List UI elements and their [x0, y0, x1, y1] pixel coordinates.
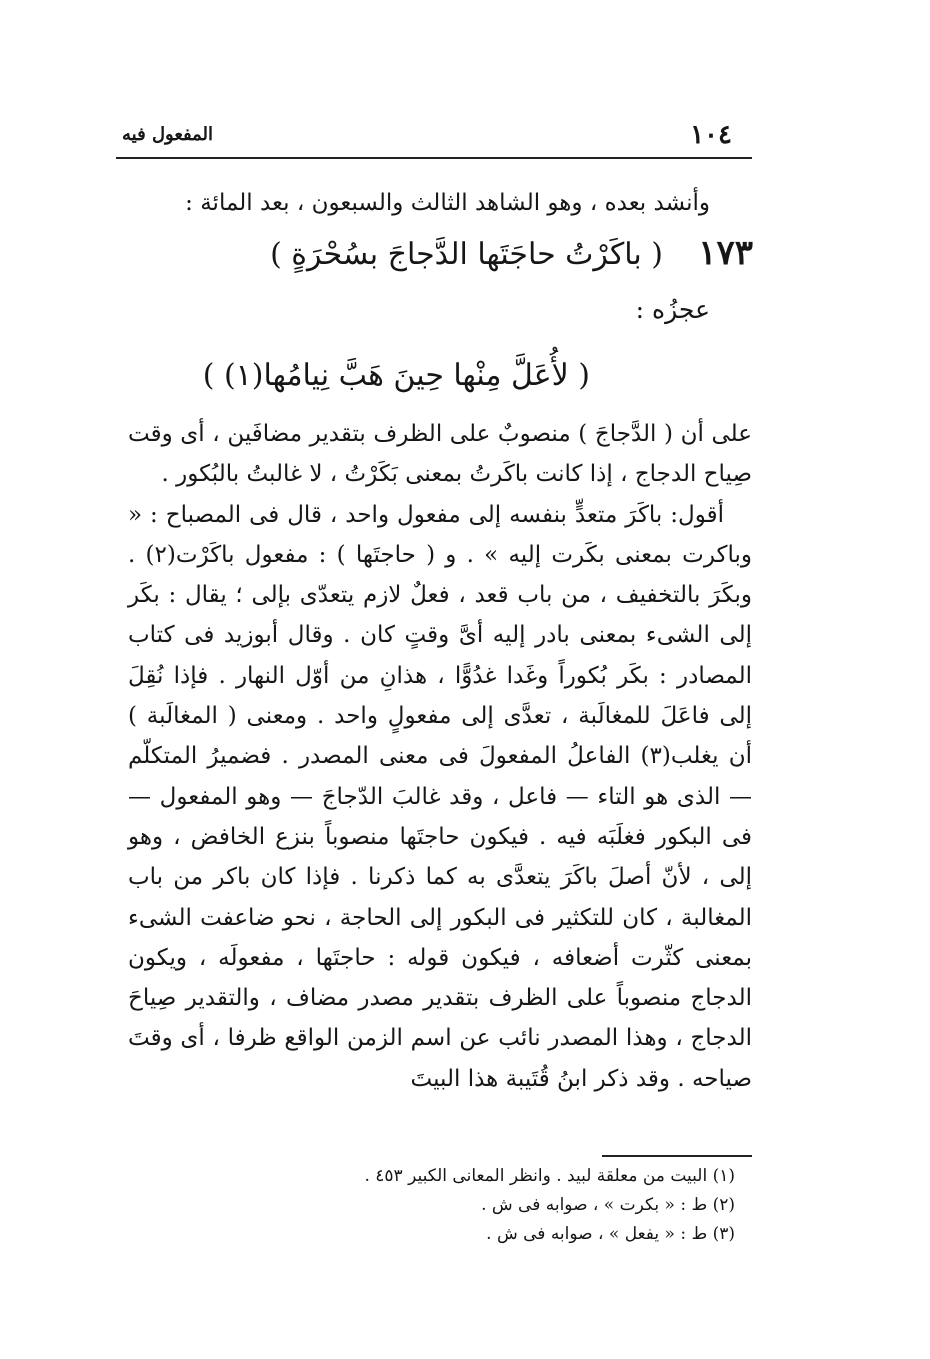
- footnote-rule: [602, 1155, 752, 1157]
- header-rule: [116, 157, 752, 159]
- footnote-1: (١) البيت من معلقة لبيد . وانظر المعانى الكبير ٤٥٣ .: [364, 1166, 735, 1186]
- running-head: المفعول فيه: [122, 124, 214, 145]
- footnote-2: (٢) ط : « بكرت » ، صوابه فى ش .: [481, 1195, 735, 1215]
- verse-intro: وأنشد بعده ، وهو الشاهد الثالث والسبعون ، بعد المائة :: [185, 190, 710, 216]
- page-header: [116, 118, 752, 156]
- commentary-paragraph-2: أقول: باكَرَ متعدٍّ بنفسه إلى مفعول واحد ، قال فى المصباح : « وباكرت بمعنى بكَرت إليه » . و ( حاجتَها ) : مفعول باكَرْت(٢) . وبكَرَ بالتخفيف ، من باب قعد ، فعلٌ لازم يتعدّى بإلى ؛ يقال : بكَر إلى الشىء بمعنى بادر إليه أىَّ وقتٍ كان . وقال أبوزيد فى كتاب المصادر : بكَر بُكوراً وغَدا غدُوًّا ، هذانِ من أوّل النهار . فإذا نُقِلَ إلى فاعَلَ للمغالَبة ، تعدَّى إلى مفعولٍ واحد . ومعنى ( المغالَبة ) أن يغلب(٣) الفاعلُ المفعولَ فى معنى المصدر . فضميرُ المتكلّم — الذى هو التاء — فاعل ، وقد غالبَ الدّجاجَ — وهو المفعول — فى البكور فغلَبَه فيه . فيكون حاجتَها منصوباً بنزع الخافض ، وهو إلى ، لأنّ أصلَ باكَرَ يتعدَّى به كما ذكرنا . فإذا كان باكر من باب المغالبة ، كان للتكثير فى البكور إلى الحاجة ، نحو ضاعفت الشىء بمعنى كثّرت أضعافه ، فيكون قوله : حاجتَها ، مفعولَه ، ويكون الدجاج منصوباً على الظرف بتقدير مصدر مضاف ، والتقدير صِياحَ الدجاج ، وهذا المصدر نائب عن اسم الزمن الواقع ظرفا ، أى وقتَ صياحه . وقد ذكر ابنُ قُتَيبة هذا البيتَ: [128, 501, 753, 1092]
- commentary-paragraph-1: على أن ( الدَّجاجَ ) منصوبٌ على الظرف بتقدير مضافَين ، أى وقت صِياح الدجاج ، إذا كانت باكَرتُ بمعنى بَكَرْتُ ، لا غالبتُ بالبُكور .: [128, 421, 752, 488]
- second-hemistich-label: عجزُه :: [635, 295, 710, 324]
- verse-first-hemistich: ( باكَرْتُ حاجَتَها الدَّجاجَ بسُحْرَةٍ ): [270, 237, 663, 272]
- footnote-3: (٣) ط : « يفعل » ، صوابه فى ش .: [486, 1224, 735, 1244]
- verse-number: ١٧٣: [698, 233, 753, 273]
- commentary-body: [128, 414, 752, 1099]
- verse-first-hemistich-line: [270, 233, 753, 283]
- verse-second-hemistich: ( لأُعَلَّ مِنْها حِينَ هَبَّ نِيامُها(١) ): [202, 358, 590, 393]
- footnotes: [364, 1162, 735, 1249]
- page-number: ١٠٤: [690, 120, 732, 150]
